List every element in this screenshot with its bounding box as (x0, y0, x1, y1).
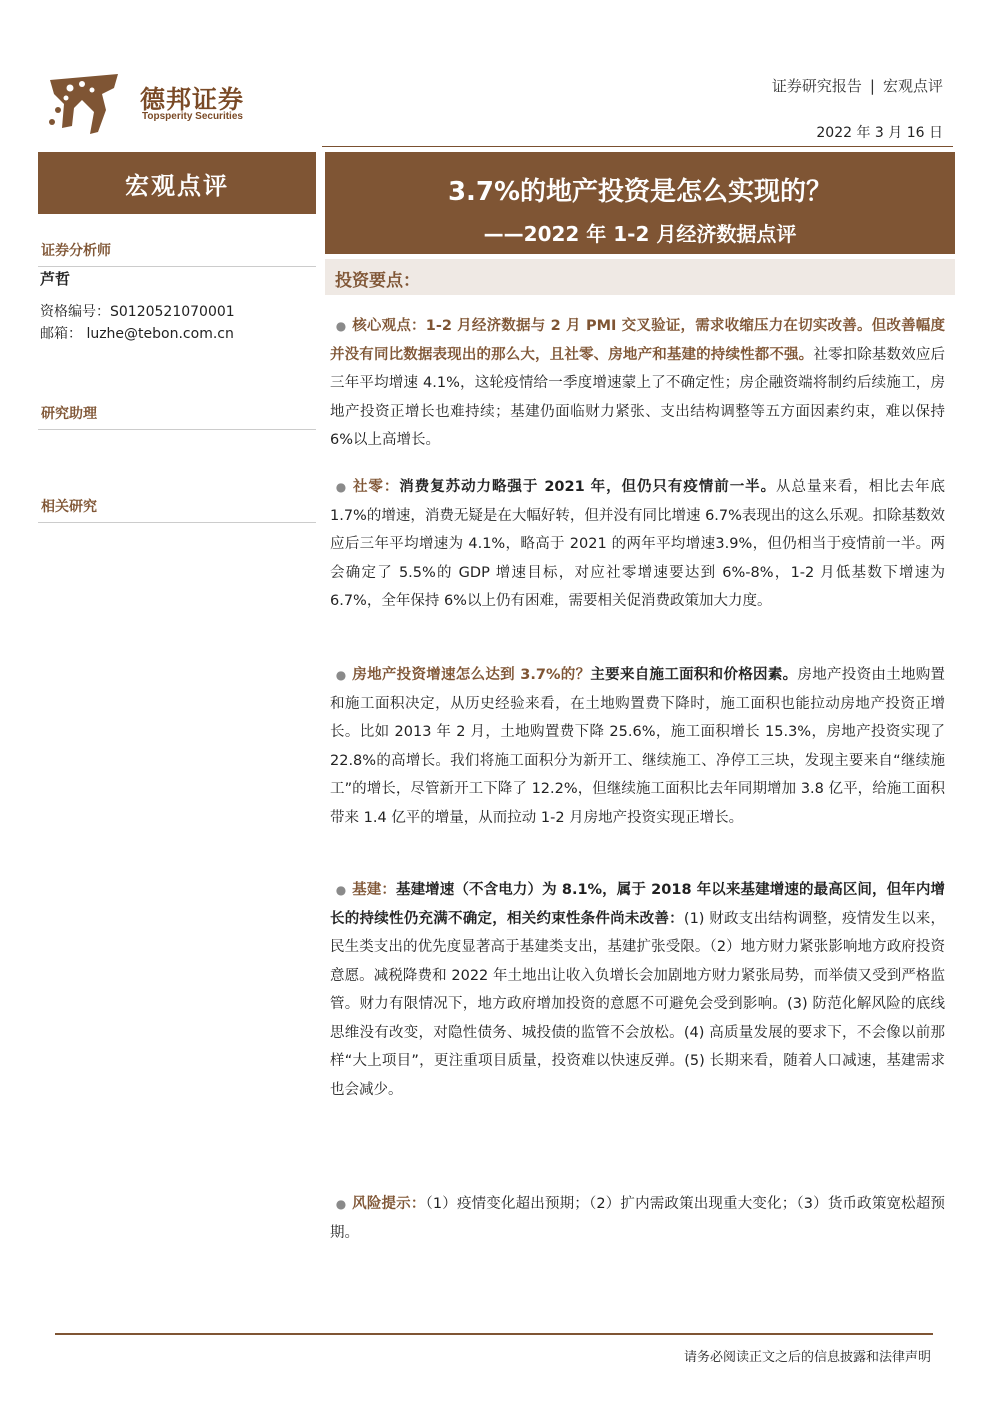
point-text: 房地产投资由土地购置和施工面积决定，从历史经验来看，在土地购置费下降时，施工面积也能拉动房地产投资正增长。比如 2013 年 2 月，土地购置费下降 25.6%，施工面积增长 15.3%，房地产投资实现了 22.8%的高增长。我们将施工面积分为新开工、继续施工、净停工三块，发现主要来自“继续施工”的增长，尽管新开工下降了 12.2%，但继续施工面积比去年同期增加 3.8 亿平，给施工面积带来 1.4 亿平的增量，从而拉动 1-2 月房地产投资实现正增长。 (330, 667, 946, 826)
category-label: 证券研究报告 (771, 77, 862, 95)
bullet-icon: ● (335, 480, 347, 494)
point-text: 社零扣除基数效应后三年平均增速 4.1%，这轮疫情给一季度增速蒙上了不确定性；房企融资端将制约后续施工，房地产投资正增长也难持续；基建仍面临财力紧张、支出结构调整等五方面因素约束，难以保持 6%以上高增长。 (330, 346, 945, 448)
key-points-header (325, 259, 955, 295)
bullet-icon: ● (335, 668, 347, 682)
brand-logo-icon (44, 70, 124, 140)
footer-disclaimer: 请务必阅读正文之后的信息披露和法律声明 (683, 1350, 931, 1365)
point-lead: 社零： (352, 479, 400, 495)
brand-name-en: Topsperity Securities (142, 111, 243, 122)
analyst-cert: 资格编号：S0120521070001 (40, 304, 235, 320)
report-category (772, 75, 943, 96)
point-risk (330, 1190, 945, 1247)
category-separator: | (869, 77, 875, 95)
bullet-icon: ● (335, 1197, 347, 1211)
related-research-label: 相关研究 (38, 496, 316, 523)
key-points-label: 投资要点： (335, 271, 420, 291)
brand-name-cn: 德邦证券 (140, 85, 245, 114)
point-lead: 基建： (352, 882, 396, 898)
report-title: 3.7%的地产投资是怎么实现的？ (447, 177, 833, 207)
point-bold: 1-2 月经济数据与 2 月 PMI 交叉验证，需求收缩压力在切实改善。但改善幅度并没有同比数据表现出的那么大，且社零、房地产和基建的持续性都不强。 (330, 318, 945, 363)
point-text: 从总量来看，相比去年底 1.7%的增速，消费无疑是在大幅好转，但并没有同比增速 6.7%表现出的这么乐观。扣除基数效应后三年平均增速为 4.1%，略高于 2021 的两年平均增速3.9%，但仍相当于疫情前一半。两会确定了 5.5%的 GDP 增速目标，对应社零增速要达到 6%-8%，1-2 月低基数下增速为 6.7%，全年保持 6%以上仍有困难，需要相关促消费政策加大力度。 (330, 479, 946, 609)
point-bold: 消费复苏动力略强于 2021 年，但仍只有疫情前一半。 (399, 479, 777, 495)
subcategory-label: 宏观点评 (882, 77, 943, 95)
point-text: (1) 财政支出结构调整，疫情发生以来，民生类支出的优先度显著高于基建类支出，基建扩张受限。（2）地方财力紧张影响地方政府投资意愿。减税降费和 2022 年土地出让收入负增长会加剧地方财力紧张局势，而举债又受到严格监管。财力有限情况下，地方政府增加投资的意愿不可避免会受到影响。(3) 防范化解风险的底线思维没有改变，对隐性债务、城投债的监管不会放松。(4) 高质量发展的要求下，不会像以前那样“大上项目”，更注重项目质量，投资难以快速反弹。(5) 长期来看，随着人口减速，基建需求也会减少。 (330, 910, 945, 1098)
point-text: （1）疫情变化超出预期；（2）扩内需政策出现重大变化；（3）货币政策宽松超预期。 (330, 1196, 945, 1241)
footer-divider (55, 1333, 933, 1335)
point-realestate (330, 661, 945, 832)
point-bold: 基建增速（不含电力）为 8.1%，属于 2018 年以来基建增速的最高区间，但年内增长的持续性仍充满不确定，相关约束性条件尚未改善： (330, 882, 945, 927)
point-retail (330, 473, 945, 616)
analyst-name: 芦哲 (40, 270, 71, 288)
bullet-icon: ● (335, 319, 347, 333)
point-core (330, 312, 945, 455)
point-bold: 主要来自施工面积和价格因素。 (590, 667, 798, 683)
sidebar-title: 宏观点评 (38, 152, 316, 214)
point-lead: 房地产投资增速怎么达到 3.7%的？ (352, 667, 591, 683)
report-title-block (325, 152, 955, 254)
analyst-label: 证券分析师 (38, 240, 316, 267)
point-lead: 风险提示： (352, 1196, 426, 1212)
point-lead: 核心观点： (352, 318, 426, 334)
analyst-email: 邮箱： luzhe@tebon.com.cn (40, 326, 234, 342)
report-subtitle: ——2022 年 1-2 月经济数据点评 (483, 222, 797, 246)
bullet-icon: ● (335, 883, 347, 897)
report-date: 2022 年 3 月 16 日 (816, 125, 943, 141)
assistant-label: 研究助理 (38, 403, 316, 430)
header-divider (322, 146, 953, 147)
point-infrastructure (330, 876, 945, 1104)
